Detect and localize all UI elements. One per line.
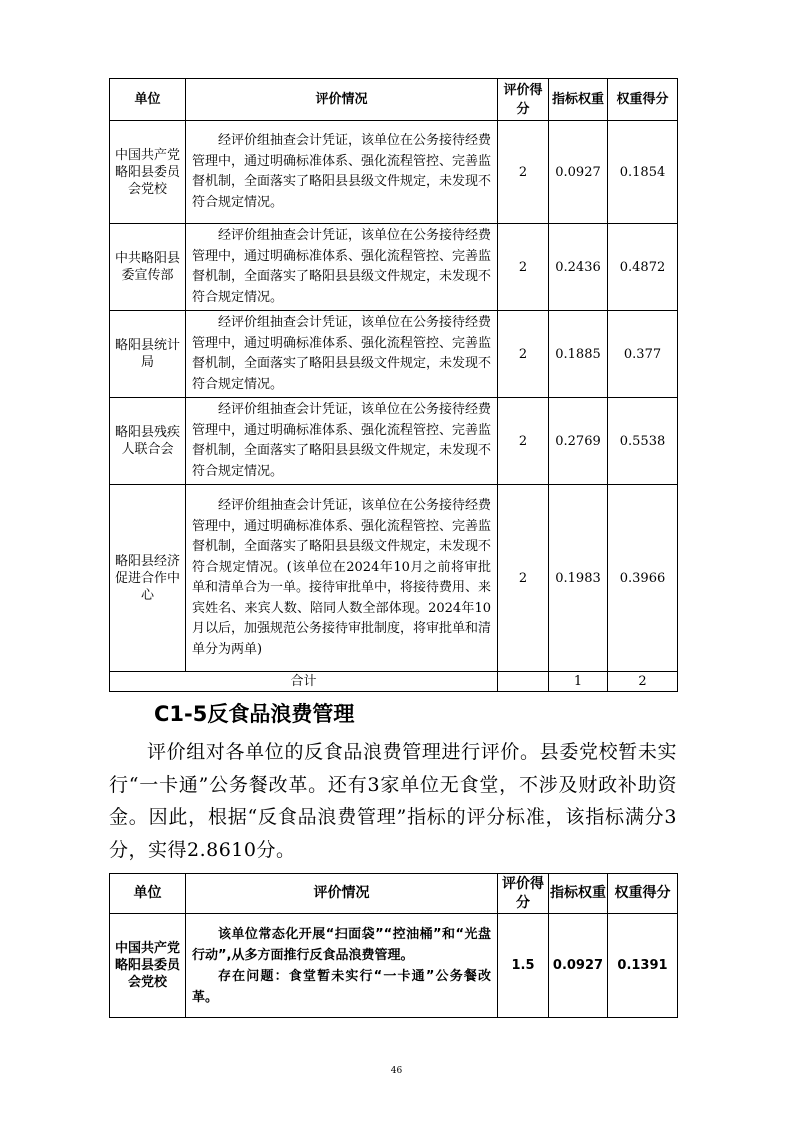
weighted-score-cell: 0.1391 bbox=[608, 914, 678, 1018]
score-cell: 2 bbox=[498, 398, 549, 485]
evaluation-cell bbox=[186, 398, 498, 485]
table-row bbox=[110, 914, 678, 1018]
weight-cell: 0.2436 bbox=[549, 224, 608, 311]
unit-cell: 略阳县残疾人联合会 bbox=[110, 398, 186, 485]
header-unit: 单位 bbox=[110, 79, 186, 121]
weighted-score-cell: 0.5538 bbox=[608, 398, 678, 485]
evaluation-text: 经评价组抽查会计凭证，该单位在公务接待经费管理中，通过明确标准体系、强化流程管控、完善监督机制，全面落实了略阳县县级文件规定，未发现不符合规定情况。 bbox=[192, 228, 492, 305]
header-score: 评价得分 bbox=[498, 874, 549, 914]
weight-cell: 0.2769 bbox=[549, 398, 608, 485]
weight-cell: 0.1885 bbox=[549, 311, 608, 398]
evaluation-text: 经评价组抽查会计凭证，该单位在公务接待经费管理中，通过明确标准体系、强化流程管控、完善监督机制，全面落实了略阳县县级文件规定，未发现不符合规定情况。 bbox=[192, 402, 492, 479]
header-weight: 指标权重 bbox=[549, 79, 608, 121]
evaluation-text: 经评价组抽查会计凭证，该单位在公务接待经费管理中，通过明确标准体系、强化流程管控、完善监督机制，全面落实了略阳县县级文件规定，未发现不符合规定情况。 bbox=[192, 133, 492, 210]
evaluation-text: 经评价组抽查会计凭证，该单位在公务接待经费管理中，通过明确标准体系、强化流程管控、完善监督机制，全面落实了略阳县县级文件规定，未发现不符合规定情况。(该单位在2024年10月之前将审批单和清单合为一单。接待审批单中，将接待费用、来宾姓名、来宾人数、陪同人数全部体现。2024年10月以后，加强规范公务接待审批制度，将审批单和清单分为两单) bbox=[192, 498, 492, 657]
body-paragraph-text: 评价组对各单位的反食品浪费管理进行评价。县委党校暂未实行“一卡通”公务餐改革。还有3家单位无食堂，不涉及财政补助资金。因此，根据“反食品浪费管理”指标的评分标准，该指标满分3分，实得2.8610分。 bbox=[109, 741, 677, 861]
evaluation-cell bbox=[186, 121, 498, 224]
score-cell: 2 bbox=[498, 311, 549, 398]
header-weight: 指标权重 bbox=[549, 874, 608, 914]
table-header-row bbox=[110, 874, 678, 914]
unit-cell: 略阳县经济促进合作中心 bbox=[110, 485, 186, 672]
header-weighted-score: 权重得分 bbox=[608, 79, 678, 121]
table-row bbox=[110, 311, 678, 398]
score-cell: 1.5 bbox=[498, 914, 549, 1018]
score-cell: 2 bbox=[498, 224, 549, 311]
header-unit: 单位 bbox=[110, 874, 186, 914]
evaluation-cell bbox=[186, 224, 498, 311]
total-label: 合计 bbox=[110, 672, 498, 692]
total-row bbox=[110, 672, 678, 692]
weighted-score-cell: 0.3966 bbox=[608, 485, 678, 672]
body-paragraph bbox=[109, 736, 677, 866]
weighted-score-cell: 0.1854 bbox=[608, 121, 678, 224]
evaluation-cell bbox=[186, 311, 498, 398]
header-weighted-score: 权重得分 bbox=[608, 874, 678, 914]
unit-cell: 略阳县统计局 bbox=[110, 311, 186, 398]
table-header-row bbox=[110, 79, 678, 121]
weighted-score-cell: 0.377 bbox=[608, 311, 678, 398]
table-row bbox=[110, 485, 678, 672]
unit-cell: 中国共产党略阳县委员会党校 bbox=[110, 121, 186, 224]
header-evaluation: 评价情况 bbox=[186, 79, 498, 121]
total-weighted-score-cell: 2 bbox=[608, 672, 678, 692]
unit-cell: 中国共产党略阳县委员会党校 bbox=[110, 914, 186, 1018]
table-row bbox=[110, 398, 678, 485]
food-waste-evaluation-table bbox=[109, 873, 678, 1018]
header-score: 评价得分 bbox=[498, 79, 549, 121]
section-heading: C1-5反食品浪费管理 bbox=[154, 702, 355, 726]
weight-cell: 0.0927 bbox=[549, 121, 608, 224]
header-evaluation: 评价情况 bbox=[186, 874, 498, 914]
page-number: 46 bbox=[390, 1066, 403, 1076]
weight-cell: 0.1983 bbox=[549, 485, 608, 672]
evaluation-text: 经评价组抽查会计凭证，该单位在公务接待经费管理中，通过明确标准体系、强化流程管控、完善监督机制，全面落实了略阳县县级文件规定，未发现不符合规定情况。 bbox=[192, 315, 492, 392]
table-row bbox=[110, 121, 678, 224]
evaluation-cell bbox=[186, 914, 498, 1018]
score-cell: 2 bbox=[498, 485, 549, 672]
weighted-score-cell: 0.4872 bbox=[608, 224, 678, 311]
reception-evaluation-table bbox=[109, 78, 678, 692]
total-weight-cell: 1 bbox=[549, 672, 608, 692]
unit-cell: 中共略阳县委宣传部 bbox=[110, 224, 186, 311]
score-cell: 2 bbox=[498, 121, 549, 224]
table-row bbox=[110, 224, 678, 311]
evaluation-cell bbox=[186, 485, 498, 672]
evaluation-text: 该单位常态化开展“扫面袋”“控油桶”和“光盘行动”,从多方面推行反食品浪费管理。 bbox=[192, 926, 491, 963]
weight-cell: 0.0927 bbox=[549, 914, 608, 1018]
evaluation-issue-text: 存在问题：食堂暂未实行“一卡通”公务餐改革。 bbox=[192, 968, 491, 1005]
total-score-cell bbox=[498, 672, 549, 692]
